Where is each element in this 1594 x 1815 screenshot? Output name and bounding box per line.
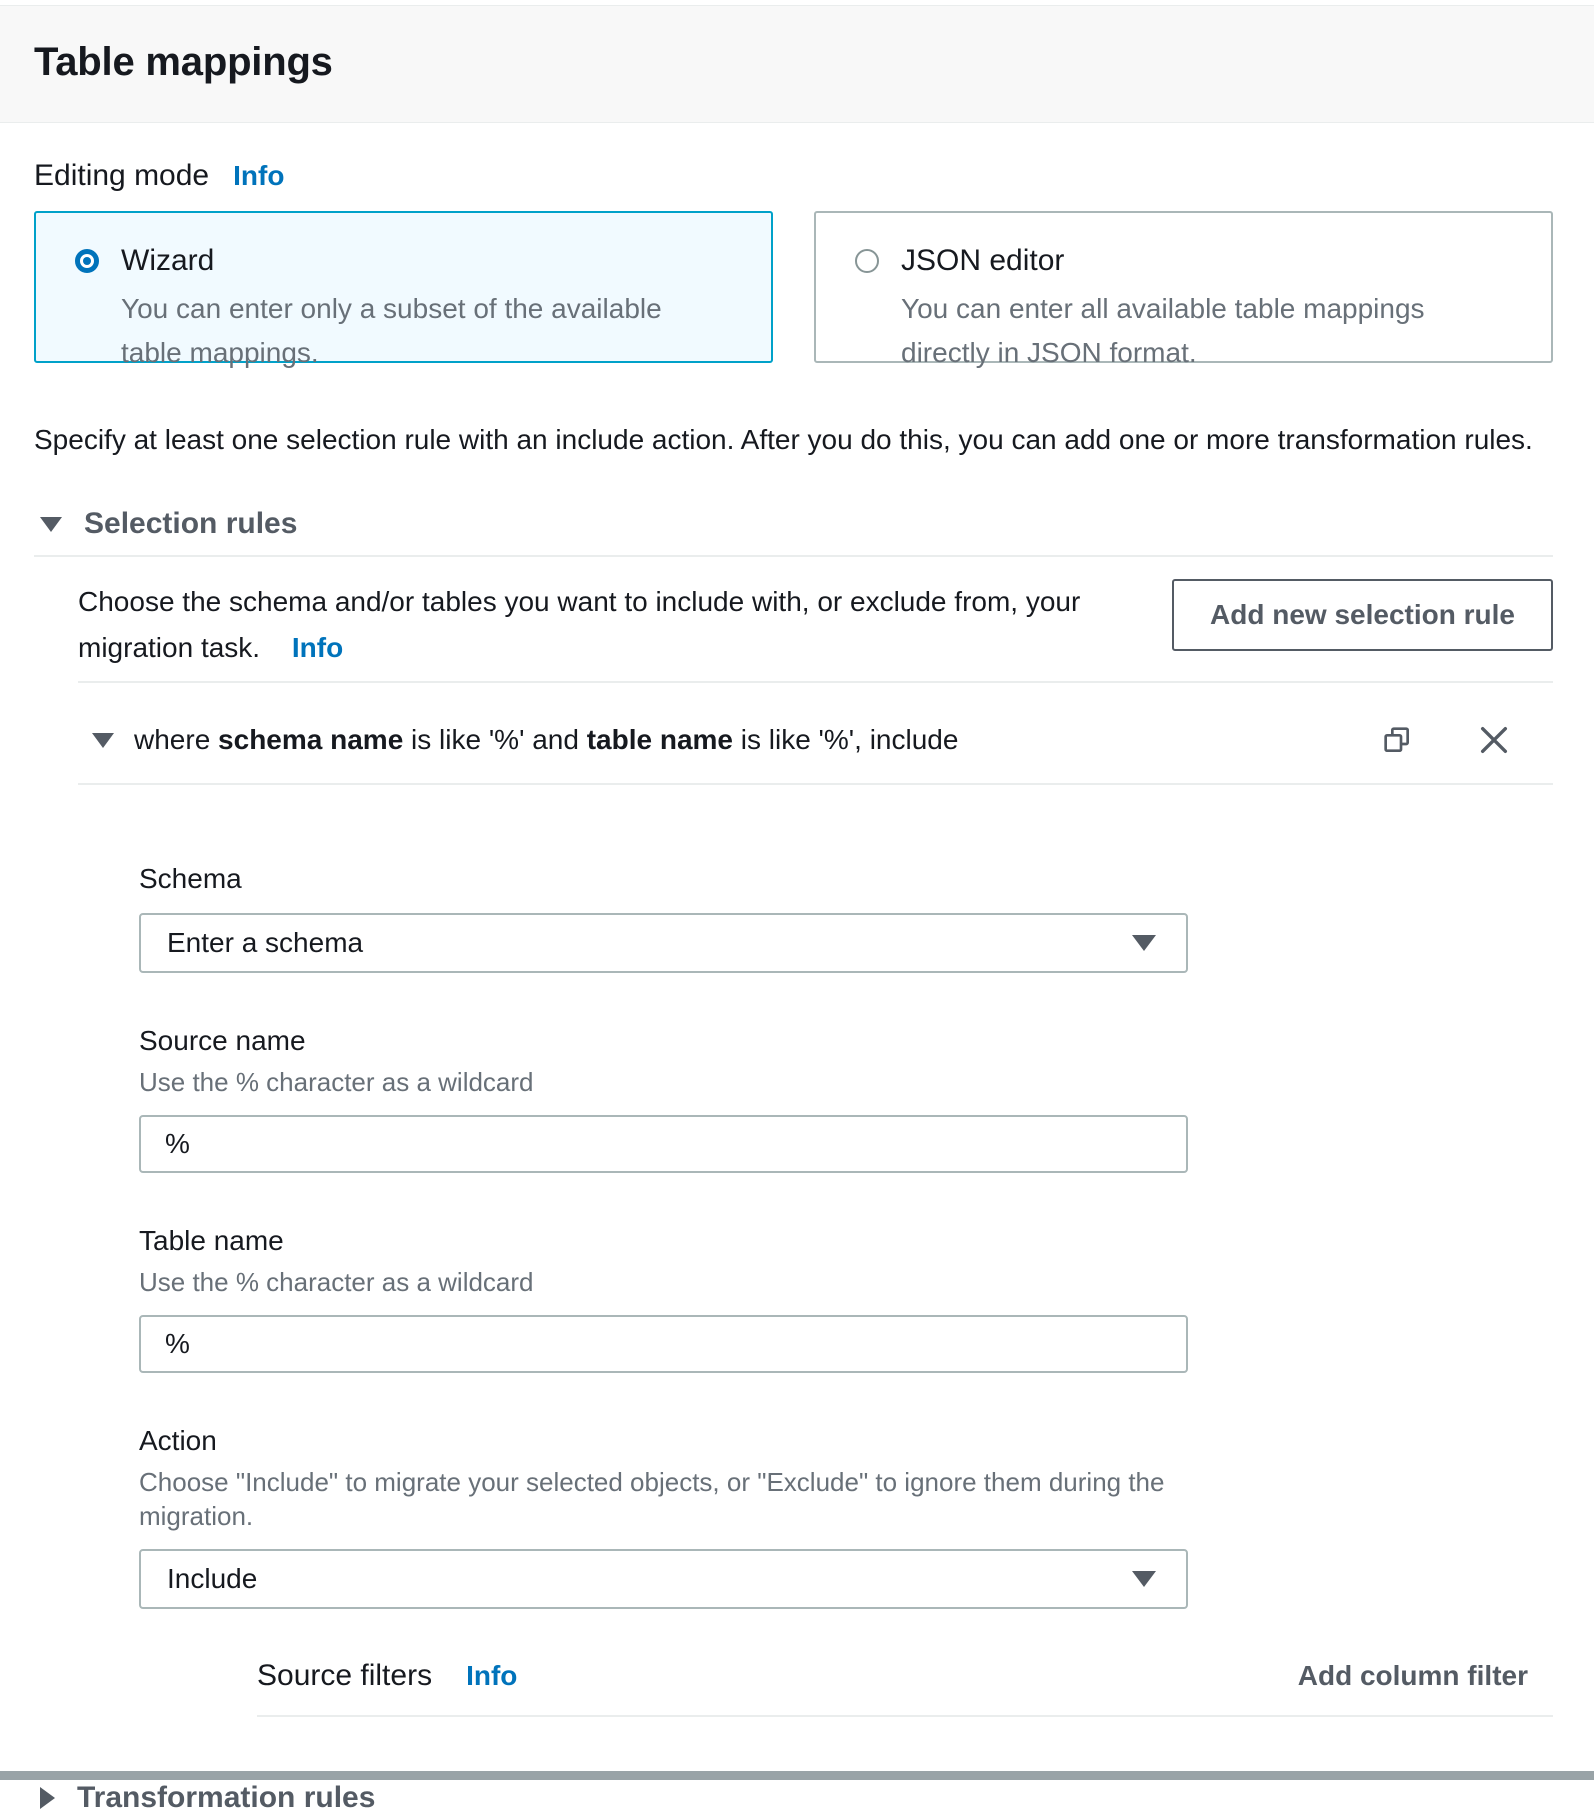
selection-rule-header xyxy=(92,723,1553,757)
selection-rule-summary xyxy=(134,724,958,756)
table-name-field-group xyxy=(139,1223,1188,1373)
selection-rule-form xyxy=(139,861,1188,1609)
schema-select-value: Enter a schema xyxy=(167,927,364,958)
source-name-helper: Use the % character as a wildcard xyxy=(139,1067,534,1097)
selection-rules-section-toggle[interactable] xyxy=(40,507,1553,541)
chevron-down-icon[interactable] xyxy=(92,733,114,748)
action-select[interactable] xyxy=(139,1549,1188,1609)
transformation-rules-section-toggle[interactable] xyxy=(40,1781,1553,1815)
rule-summary-schema-field: schema name xyxy=(218,724,404,755)
table-mappings-panel xyxy=(0,159,1594,1815)
intro-text: Specify at least one selection rule with an include action. After you do this, you can add one or more transformation rules. xyxy=(34,424,1533,455)
copy-icon xyxy=(1381,724,1413,756)
option-card-json-editor[interactable] xyxy=(814,211,1553,368)
source-filters-title: Source filters xyxy=(257,1659,433,1692)
option-wizard-label: Wizard xyxy=(121,244,215,277)
rule-summary-table-field: table name xyxy=(586,724,733,755)
option-json-editor-description: You can enter all available table mappings directly in JSON format. xyxy=(901,293,1425,368)
rule-summary-middle: is like '%' and xyxy=(403,724,587,755)
selection-rule-actions xyxy=(1381,723,1553,757)
caret-down-icon xyxy=(1132,1571,1156,1587)
close-icon xyxy=(1477,723,1511,757)
divider xyxy=(257,1715,1553,1717)
selection-rules-description-row xyxy=(78,579,1553,671)
divider xyxy=(78,681,1553,683)
schema-select[interactable] xyxy=(139,913,1188,973)
transformation-rules-title: Transformation rules xyxy=(77,1781,376,1814)
option-json-editor-label: JSON editor xyxy=(901,244,1065,277)
table-name-input[interactable] xyxy=(139,1315,1188,1373)
bottom-divider-bar xyxy=(0,1771,1594,1780)
source-filters-info-link[interactable]: Info xyxy=(466,1660,518,1691)
source-name-input[interactable] xyxy=(139,1115,1188,1173)
panel-header xyxy=(0,5,1594,123)
divider xyxy=(78,783,1553,785)
table-name-label: Table name xyxy=(139,1225,284,1256)
duplicate-rule-button[interactable] xyxy=(1381,724,1413,756)
radio-selected-icon[interactable] xyxy=(75,249,99,273)
page-title: Table mappings xyxy=(34,40,333,84)
action-select-value: Include xyxy=(167,1563,258,1594)
editing-mode-label: Editing mode xyxy=(34,159,210,192)
schema-label: Schema xyxy=(139,863,242,894)
source-name-field-group xyxy=(139,1023,1188,1173)
add-selection-rule-button[interactable]: Add new selection rule xyxy=(1172,579,1553,651)
rule-summary-prefix: where xyxy=(134,724,219,755)
action-helper: Choose "Include" to migrate your selected objects, or "Exclude" to ignore them during the migration. xyxy=(139,1467,1165,1531)
schema-field-group xyxy=(139,861,1188,973)
editing-mode-options xyxy=(34,211,1553,368)
source-filters-row xyxy=(257,1659,1553,1693)
action-field-group xyxy=(139,1423,1188,1609)
chevron-down-icon xyxy=(40,517,62,532)
selection-rules-description xyxy=(78,579,1113,671)
option-card-wizard[interactable] xyxy=(34,211,773,368)
remove-rule-button[interactable] xyxy=(1477,723,1511,757)
editing-mode-row xyxy=(34,159,1553,193)
caret-down-icon xyxy=(1132,935,1156,951)
selection-rules-info-link[interactable]: Info xyxy=(291,632,344,663)
editing-mode-info-link[interactable]: Info xyxy=(233,160,285,191)
chevron-right-icon xyxy=(40,1787,55,1809)
source-name-label: Source name xyxy=(139,1025,306,1056)
option-wizard-description: You can enter only a subset of the available table mappings. xyxy=(121,293,662,368)
rule-summary-suffix: is like '%', include xyxy=(732,724,959,755)
table-name-helper: Use the % character as a wildcard xyxy=(139,1267,534,1297)
divider xyxy=(34,555,1553,557)
add-column-filter-button[interactable]: Add column filter xyxy=(1297,1660,1528,1691)
selection-rules-description-text: Choose the schema and/or tables you want to include with, or exclude from, your migration task. xyxy=(78,586,1081,663)
action-label: Action xyxy=(139,1425,217,1456)
option-card-json-editor-content xyxy=(901,243,1491,375)
option-card-wizard-content xyxy=(121,243,711,375)
radio-unselected-icon[interactable] xyxy=(855,249,879,273)
selection-rules-title: Selection rules xyxy=(84,507,298,540)
